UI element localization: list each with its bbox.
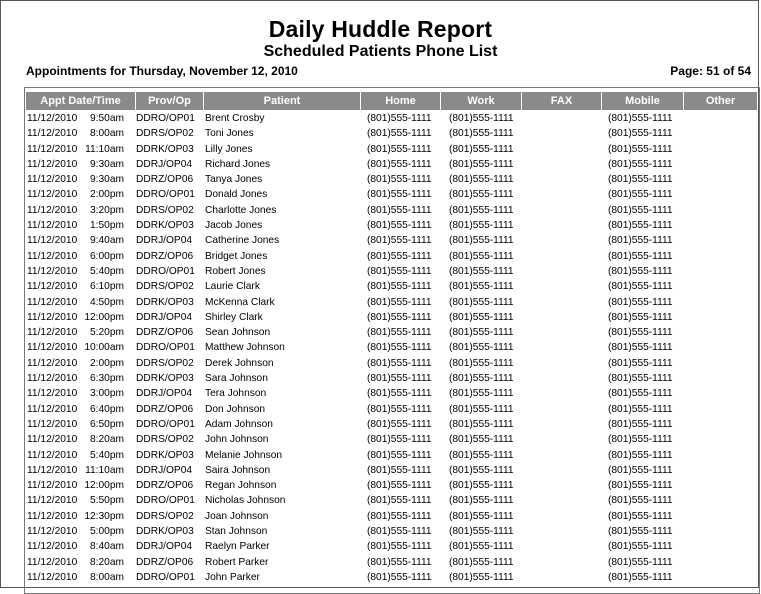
prov-op: DDRK/OP03 [136, 220, 194, 232]
mobile-phone: (801)555-1111 [608, 388, 673, 400]
appt-date: 11/12/2010 [27, 480, 78, 492]
appt-date: 11/12/2010 [27, 311, 78, 323]
appt-time: 10:00am [84, 342, 124, 354]
appt-date: 11/12/2010 [27, 388, 78, 400]
prov-op: DDRJ/OP04 [136, 541, 193, 553]
appt-time: 9:30am [90, 174, 124, 186]
work-phone: (801)555-1111 [449, 388, 514, 400]
prov-op: DDRZ/OP06 [136, 480, 194, 492]
table-row [26, 358, 757, 373]
mobile-phone: (801)555-1111 [608, 357, 673, 369]
appt-date: 11/12/2010 [27, 464, 78, 476]
home-phone: (801)555-1111 [367, 189, 432, 201]
table-row [26, 572, 757, 587]
appt-date: 11/12/2010 [27, 526, 78, 538]
column-header-other: Other [684, 92, 757, 110]
mobile-phone: (801)555-1111 [608, 418, 673, 430]
table-row [26, 297, 757, 312]
patient-name: Raelyn Parker [205, 541, 270, 553]
appt-time: 6:10pm [90, 281, 124, 293]
home-phone: (801)555-1111 [367, 403, 432, 415]
patient-name: Don Johnson [205, 403, 266, 415]
prov-op: DDRO/OP01 [136, 113, 195, 124]
home-phone: (801)555-1111 [367, 434, 432, 446]
appt-time: 8:00am [90, 128, 124, 140]
home-phone: (801)555-1111 [367, 388, 432, 400]
column-header-patient: Patient [204, 92, 361, 110]
work-phone: (801)555-1111 [449, 434, 514, 446]
appt-time: 1:50pm [90, 220, 124, 232]
prov-op: DDRK/OP03 [136, 373, 194, 385]
appointments-date-label: Appointments for Thursday, November 12, 2010 [26, 64, 298, 78]
appt-date: 11/12/2010 [27, 143, 78, 155]
mobile-phone: (801)555-1111 [608, 311, 673, 323]
table-row [26, 342, 757, 357]
table-row [26, 220, 757, 235]
mobile-phone: (801)555-1111 [608, 480, 673, 492]
appt-date: 11/12/2010 [27, 174, 78, 186]
home-phone: (801)555-1111 [367, 158, 432, 170]
column-header-fax: FAX [522, 92, 602, 110]
patient-name: McKenna Clark [205, 296, 275, 308]
appt-date: 11/12/2010 [27, 327, 78, 339]
column-header-mobile: Mobile [602, 92, 684, 110]
prov-op: DDRJ/OP04 [136, 235, 193, 247]
patient-name: Jacob Jones [205, 220, 263, 232]
patient-name: Sean Johnson [205, 327, 271, 339]
home-phone: (801)555-1111 [367, 311, 432, 323]
home-phone: (801)555-1111 [367, 235, 432, 247]
work-phone: (801)555-1111 [449, 281, 514, 293]
mobile-phone: (801)555-1111 [608, 556, 673, 568]
work-phone: (801)555-1111 [449, 357, 514, 369]
appt-date: 11/12/2010 [27, 373, 78, 385]
home-phone: (801)555-1111 [367, 495, 432, 507]
prov-op: DDRZ/OP06 [136, 174, 194, 186]
appt-date: 11/12/2010 [27, 541, 78, 553]
home-phone: (801)555-1111 [367, 265, 432, 277]
mobile-phone: (801)555-1111 [608, 158, 673, 170]
patient-name: Matthew Johnson [205, 342, 285, 354]
work-phone: (801)555-1111 [449, 373, 514, 385]
work-phone: (801)555-1111 [449, 174, 514, 186]
appt-date: 11/12/2010 [27, 449, 78, 461]
home-phone: (801)555-1111 [367, 526, 432, 538]
prov-op: DDRK/OP03 [136, 449, 194, 461]
table-row [26, 450, 757, 465]
work-phone: (801)555-1111 [449, 204, 514, 216]
home-phone: (801)555-1111 [367, 480, 432, 492]
home-phone: (801)555-1111 [367, 128, 432, 140]
appt-time: 4:50pm [90, 296, 124, 308]
work-phone: (801)555-1111 [449, 342, 514, 354]
work-phone: (801)555-1111 [449, 571, 514, 583]
appt-date: 11/12/2010 [27, 510, 78, 522]
home-phone: (801)555-1111 [367, 204, 432, 216]
home-phone: (801)555-1111 [367, 174, 432, 186]
table-row [26, 205, 757, 220]
appt-time: 12:00pm [84, 480, 124, 492]
table-row [26, 495, 757, 510]
table-row [26, 526, 757, 541]
prov-op: DDRS/OP02 [136, 434, 194, 446]
mobile-phone: (801)555-1111 [608, 373, 673, 385]
home-phone: (801)555-1111 [367, 418, 432, 430]
work-phone: (801)555-1111 [449, 143, 514, 155]
home-phone: (801)555-1111 [367, 464, 432, 476]
work-phone: (801)555-1111 [449, 418, 514, 430]
appt-date: 11/12/2010 [27, 296, 78, 308]
home-phone: (801)555-1111 [367, 510, 432, 522]
mobile-phone: (801)555-1111 [608, 541, 673, 553]
table-row [26, 480, 757, 495]
prov-op: DDRS/OP02 [136, 357, 194, 369]
work-phone: (801)555-1111 [449, 556, 514, 568]
mobile-phone: (801)555-1111 [608, 204, 673, 216]
mobile-phone: (801)555-1111 [608, 143, 673, 155]
mobile-phone: (801)555-1111 [608, 571, 673, 583]
work-phone: (801)555-1111 [449, 128, 514, 140]
appt-date: 11/12/2010 [27, 556, 78, 568]
column-header-appt-date-time: Appt Date/Time [26, 92, 136, 110]
table-header [26, 92, 757, 110]
prov-op: DDRS/OP02 [136, 281, 194, 293]
mobile-phone: (801)555-1111 [608, 510, 673, 522]
appt-time: 12:00pm [84, 311, 124, 323]
mobile-phone: (801)555-1111 [608, 327, 673, 339]
appt-time: 8:20am [90, 556, 124, 568]
work-phone: (801)555-1111 [449, 158, 514, 170]
prov-op: DDRJ/OP04 [136, 464, 193, 476]
column-header-prov-op: Prov/Op [136, 92, 204, 110]
prov-op: DDRJ/OP04 [136, 388, 193, 400]
appt-time: 5:40pm [90, 449, 124, 461]
mobile-phone: (801)555-1111 [608, 250, 673, 262]
appt-date: 11/12/2010 [27, 571, 78, 583]
work-phone: (801)555-1111 [449, 189, 514, 201]
patient-name: Robert Jones [205, 265, 266, 277]
appt-date: 11/12/2010 [27, 418, 78, 430]
table-row [26, 465, 757, 480]
table-row [26, 327, 757, 342]
page-indicator: Page: 51 of 54 [670, 64, 751, 78]
work-phone: (801)555-1111 [449, 495, 514, 507]
prov-op: DDRO/OP01 [136, 418, 195, 430]
patient-name: John Johnson [205, 434, 269, 446]
patient-name: Charlotte Jones [205, 204, 277, 216]
mobile-phone: (801)555-1111 [608, 174, 673, 186]
appt-time: 11:10am [85, 143, 124, 155]
appt-time: 3:00pm [90, 388, 124, 400]
work-phone: (801)555-1111 [449, 510, 514, 522]
mobile-phone: (801)555-1111 [608, 526, 673, 538]
mobile-phone: (801)555-1111 [608, 281, 673, 293]
appt-time: 5:00pm [90, 526, 124, 538]
appt-time: 2:00pm [90, 357, 124, 369]
table-row [26, 251, 757, 266]
patient-name: Sara Johnson [205, 373, 268, 385]
column-header-home: Home [361, 92, 441, 110]
mobile-phone: (801)555-1111 [608, 434, 673, 446]
report-subtitle: Scheduled Patients Phone List [263, 43, 498, 60]
table-row [26, 557, 757, 572]
home-phone: (801)555-1111 [367, 281, 432, 293]
prov-op: DDRO/OP01 [136, 189, 195, 201]
home-phone: (801)555-1111 [367, 556, 432, 568]
appt-time: 6:00pm [90, 250, 124, 262]
patient-name: Tanya Jones [205, 174, 263, 186]
home-phone: (801)555-1111 [367, 541, 432, 553]
home-phone: (801)555-1111 [367, 113, 432, 124]
table-row [26, 235, 757, 250]
appt-time: 8:20am [90, 434, 124, 446]
appt-date: 11/12/2010 [27, 220, 78, 232]
patient-name: Derek Johnson [205, 357, 274, 369]
patient-name: Shirley Clark [205, 311, 263, 323]
appt-time: 8:40am [90, 541, 124, 553]
patient-name: Joan Johnson [205, 510, 269, 522]
work-phone: (801)555-1111 [449, 235, 514, 247]
appt-date: 11/12/2010 [27, 281, 78, 293]
prov-op: DDRZ/OP06 [136, 250, 194, 262]
appt-time: 9:30am [90, 158, 124, 170]
appt-date: 11/12/2010 [27, 434, 78, 446]
appt-time: 8:00am [90, 571, 124, 583]
home-phone: (801)555-1111 [367, 296, 432, 308]
table-row [26, 159, 757, 174]
appt-date: 11/12/2010 [27, 113, 78, 124]
mobile-phone: (801)555-1111 [608, 403, 673, 415]
appt-date: 11/12/2010 [27, 235, 78, 247]
table-row [26, 189, 757, 204]
patient-name: Bridget Jones [205, 250, 268, 262]
mobile-phone: (801)555-1111 [608, 495, 673, 507]
home-phone: (801)555-1111 [367, 143, 432, 155]
mobile-phone: (801)555-1111 [608, 464, 673, 476]
mobile-phone: (801)555-1111 [608, 113, 673, 124]
mobile-phone: (801)555-1111 [608, 296, 673, 308]
appt-time: 12:30pm [84, 510, 124, 522]
work-phone: (801)555-1111 [449, 220, 514, 232]
work-phone: (801)555-1111 [449, 464, 514, 476]
patient-name: Richard Jones [205, 158, 271, 170]
mobile-phone: (801)555-1111 [608, 189, 673, 201]
appt-time: 2:00pm [90, 189, 124, 201]
appt-time: 9:50am [90, 113, 124, 124]
patient-name: Robert Parker [205, 556, 269, 568]
patient-name: Catherine Jones [205, 235, 280, 247]
prov-op: DDRO/OP01 [136, 571, 195, 583]
table-row [26, 144, 757, 159]
prov-op: DDRZ/OP06 [136, 556, 194, 568]
table-row [26, 511, 757, 526]
work-phone: (801)555-1111 [449, 296, 514, 308]
patient-name: Donald Jones [205, 189, 268, 201]
work-phone: (801)555-1111 [449, 265, 514, 277]
table-row [26, 541, 757, 556]
prov-op: DDRJ/OP04 [136, 311, 193, 323]
work-phone: (801)555-1111 [449, 113, 514, 124]
mobile-phone: (801)555-1111 [608, 220, 673, 232]
work-phone: (801)555-1111 [449, 327, 514, 339]
column-header-work: Work [441, 92, 522, 110]
prov-op: DDRO/OP01 [136, 342, 195, 354]
home-phone: (801)555-1111 [367, 250, 432, 262]
home-phone: (801)555-1111 [367, 220, 432, 232]
work-phone: (801)555-1111 [449, 541, 514, 553]
prov-op: DDRK/OP03 [136, 143, 194, 155]
patient-name: Saira Johnson [205, 464, 271, 476]
appt-date: 11/12/2010 [27, 250, 78, 262]
home-phone: (801)555-1111 [367, 327, 432, 339]
table-row [26, 404, 757, 419]
work-phone: (801)555-1111 [449, 480, 514, 492]
mobile-phone: (801)555-1111 [608, 235, 673, 247]
mobile-phone: (801)555-1111 [608, 449, 673, 461]
patient-name: John Parker [205, 571, 260, 583]
appt-date: 11/12/2010 [27, 357, 78, 369]
mobile-phone: (801)555-1111 [608, 265, 673, 277]
patient-name: Brent Crosby [205, 113, 265, 124]
work-phone: (801)555-1111 [449, 311, 514, 323]
patient-name: Tera Johnson [205, 388, 267, 400]
appt-time: 5:20pm [90, 327, 124, 339]
work-phone: (801)555-1111 [449, 449, 514, 461]
mobile-phone: (801)555-1111 [608, 128, 673, 140]
table-row [26, 373, 757, 388]
report-title: Daily Huddle Report [268, 16, 493, 42]
table-row [26, 113, 757, 128]
work-phone: (801)555-1111 [449, 403, 514, 415]
appt-date: 11/12/2010 [27, 158, 78, 170]
patient-name: Stan Johnson [205, 526, 268, 538]
prov-op: DDRZ/OP06 [136, 327, 194, 339]
appt-date: 11/12/2010 [27, 265, 78, 277]
appt-date: 11/12/2010 [27, 495, 78, 507]
appt-time: 6:30pm [90, 373, 124, 385]
prov-op: DDRS/OP02 [136, 128, 194, 140]
appt-date: 11/12/2010 [27, 128, 78, 140]
appt-time: 6:50pm [90, 418, 124, 430]
table-row [26, 434, 757, 449]
mobile-phone: (801)555-1111 [608, 342, 673, 354]
patient-rows [26, 113, 757, 587]
table-row [26, 388, 757, 403]
work-phone: (801)555-1111 [449, 526, 514, 538]
patient-name: Adam Johnson [205, 418, 273, 430]
appt-date: 11/12/2010 [27, 189, 78, 201]
patient-name: Melanie Johnson [205, 449, 283, 461]
table-row [26, 266, 757, 281]
work-phone: (801)555-1111 [449, 250, 514, 262]
appt-time: 5:40pm [90, 265, 124, 277]
table-row [26, 128, 757, 143]
patient-name: Lilly Jones [205, 143, 253, 155]
appt-time: 11:10am [85, 464, 124, 476]
prov-op: DDRJ/OP04 [136, 158, 193, 170]
home-phone: (801)555-1111 [367, 342, 432, 354]
patient-name: Nicholas Johnson [205, 495, 286, 507]
table-row [26, 281, 757, 296]
appt-time: 6:40pm [90, 403, 124, 415]
prov-op: DDRK/OP03 [136, 526, 194, 538]
home-phone: (801)555-1111 [367, 357, 432, 369]
table-row [26, 174, 757, 189]
appt-date: 11/12/2010 [27, 342, 78, 354]
appt-date: 11/12/2010 [27, 403, 78, 415]
appt-time: 9:40am [90, 235, 124, 247]
prov-op: DDRO/OP01 [136, 495, 195, 507]
home-phone: (801)555-1111 [367, 373, 432, 385]
prov-op: DDRO/OP01 [136, 265, 195, 277]
appt-time: 5:50pm [90, 495, 124, 507]
table-row [26, 312, 757, 327]
prov-op: DDRS/OP02 [136, 510, 194, 522]
prov-op: DDRS/OP02 [136, 204, 194, 216]
patient-name: Regan Johnson [205, 480, 277, 492]
patient-name: Laurie Clark [205, 281, 260, 293]
appt-time: 3:20pm [90, 204, 124, 216]
home-phone: (801)555-1111 [367, 571, 432, 583]
table-row [26, 419, 757, 434]
prov-op: DDRZ/OP06 [136, 403, 194, 415]
prov-op: DDRK/OP03 [136, 296, 194, 308]
appt-date: 11/12/2010 [27, 204, 78, 216]
home-phone: (801)555-1111 [367, 449, 432, 461]
patient-name: Toni Jones [205, 128, 254, 140]
